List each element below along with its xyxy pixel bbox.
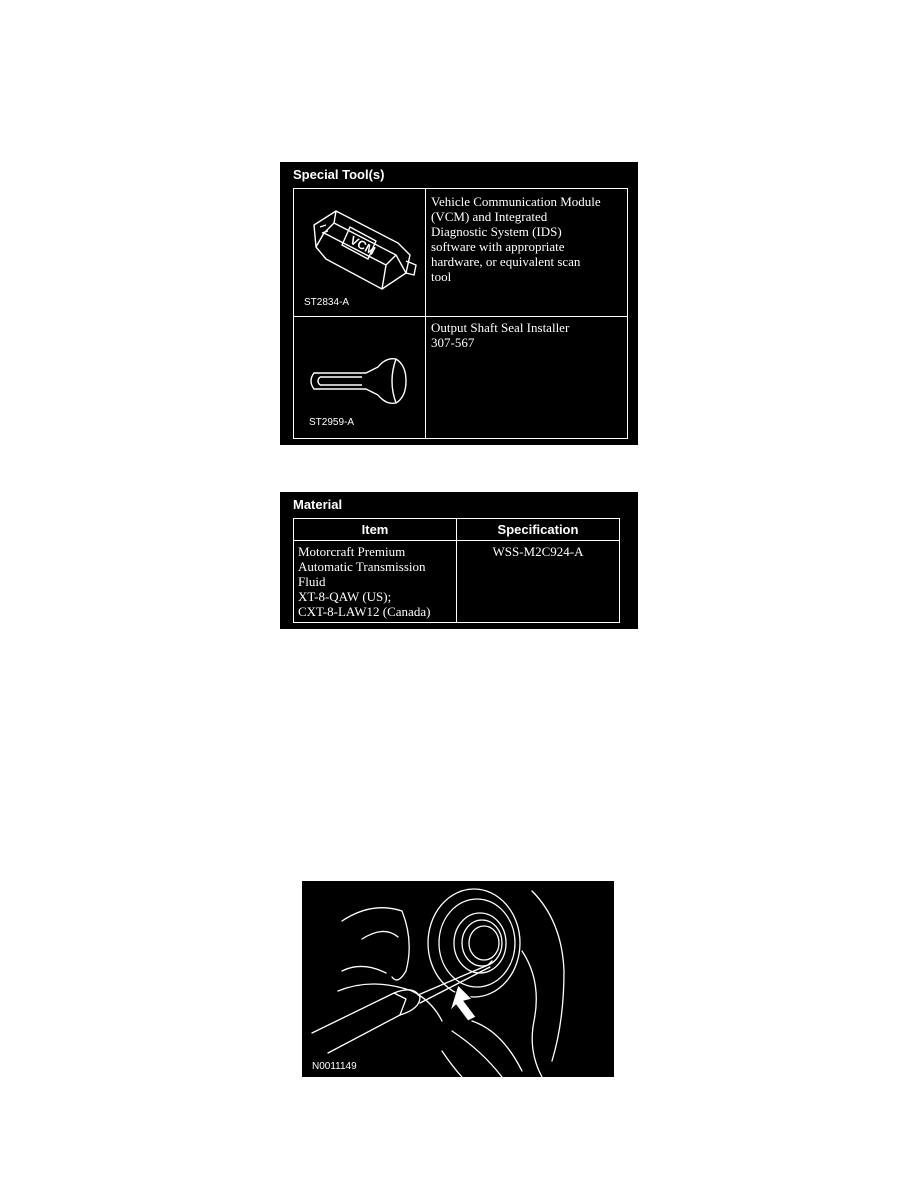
material-table: [293, 518, 620, 623]
material-specification: WSS-M2C924-A: [492, 544, 584, 559]
seal-installer-icon: [308, 349, 408, 409]
vcm-device-label: VCM: [347, 233, 378, 258]
special-tools-title: Special Tool(s): [293, 167, 385, 182]
illustration-caption: N0011149: [312, 1061, 357, 1072]
row-divider: [294, 316, 627, 317]
specification-column-header: Specification: [497, 522, 579, 537]
material-item: [298, 544, 454, 619]
description-line: Diagnostic System (IDS): [431, 224, 562, 239]
description-line: Vehicle Communication Module: [431, 194, 601, 209]
description-line: software with appropriate: [431, 239, 565, 254]
description-line: 307-567: [431, 335, 475, 350]
tool-caption: ST2834-A: [304, 297, 350, 308]
tool-description: [431, 194, 626, 284]
tool-caption: ST2959-A: [309, 417, 355, 428]
material-panel: [280, 492, 638, 629]
tool-description: [431, 320, 626, 350]
description-line: Output Shaft Seal Installer: [431, 320, 570, 335]
item-line: CXT-8-LAW12 (Canada): [298, 604, 431, 619]
item-line: Motorcraft Premium: [298, 544, 406, 559]
seal-removal-illustration: [302, 881, 614, 1077]
material-title: Material: [293, 497, 343, 512]
special-tools-panel: [280, 162, 638, 445]
item-line: XT-8-QAW (US);: [298, 589, 392, 604]
description-line: tool: [431, 269, 452, 284]
header-divider: [294, 540, 619, 541]
description-line: hardware, or equivalent scan: [431, 254, 581, 269]
special-tools-table: [293, 188, 628, 439]
seal-removal-drawing: [302, 881, 614, 1077]
description-line: (VCM) and Integrated: [431, 209, 548, 224]
column-divider: [425, 189, 426, 438]
vcm-scan-tool-icon: [306, 203, 418, 293]
item-column-header: Item: [361, 522, 389, 537]
item-line: Fluid: [298, 574, 326, 589]
item-line: Automatic Transmission: [298, 559, 426, 574]
